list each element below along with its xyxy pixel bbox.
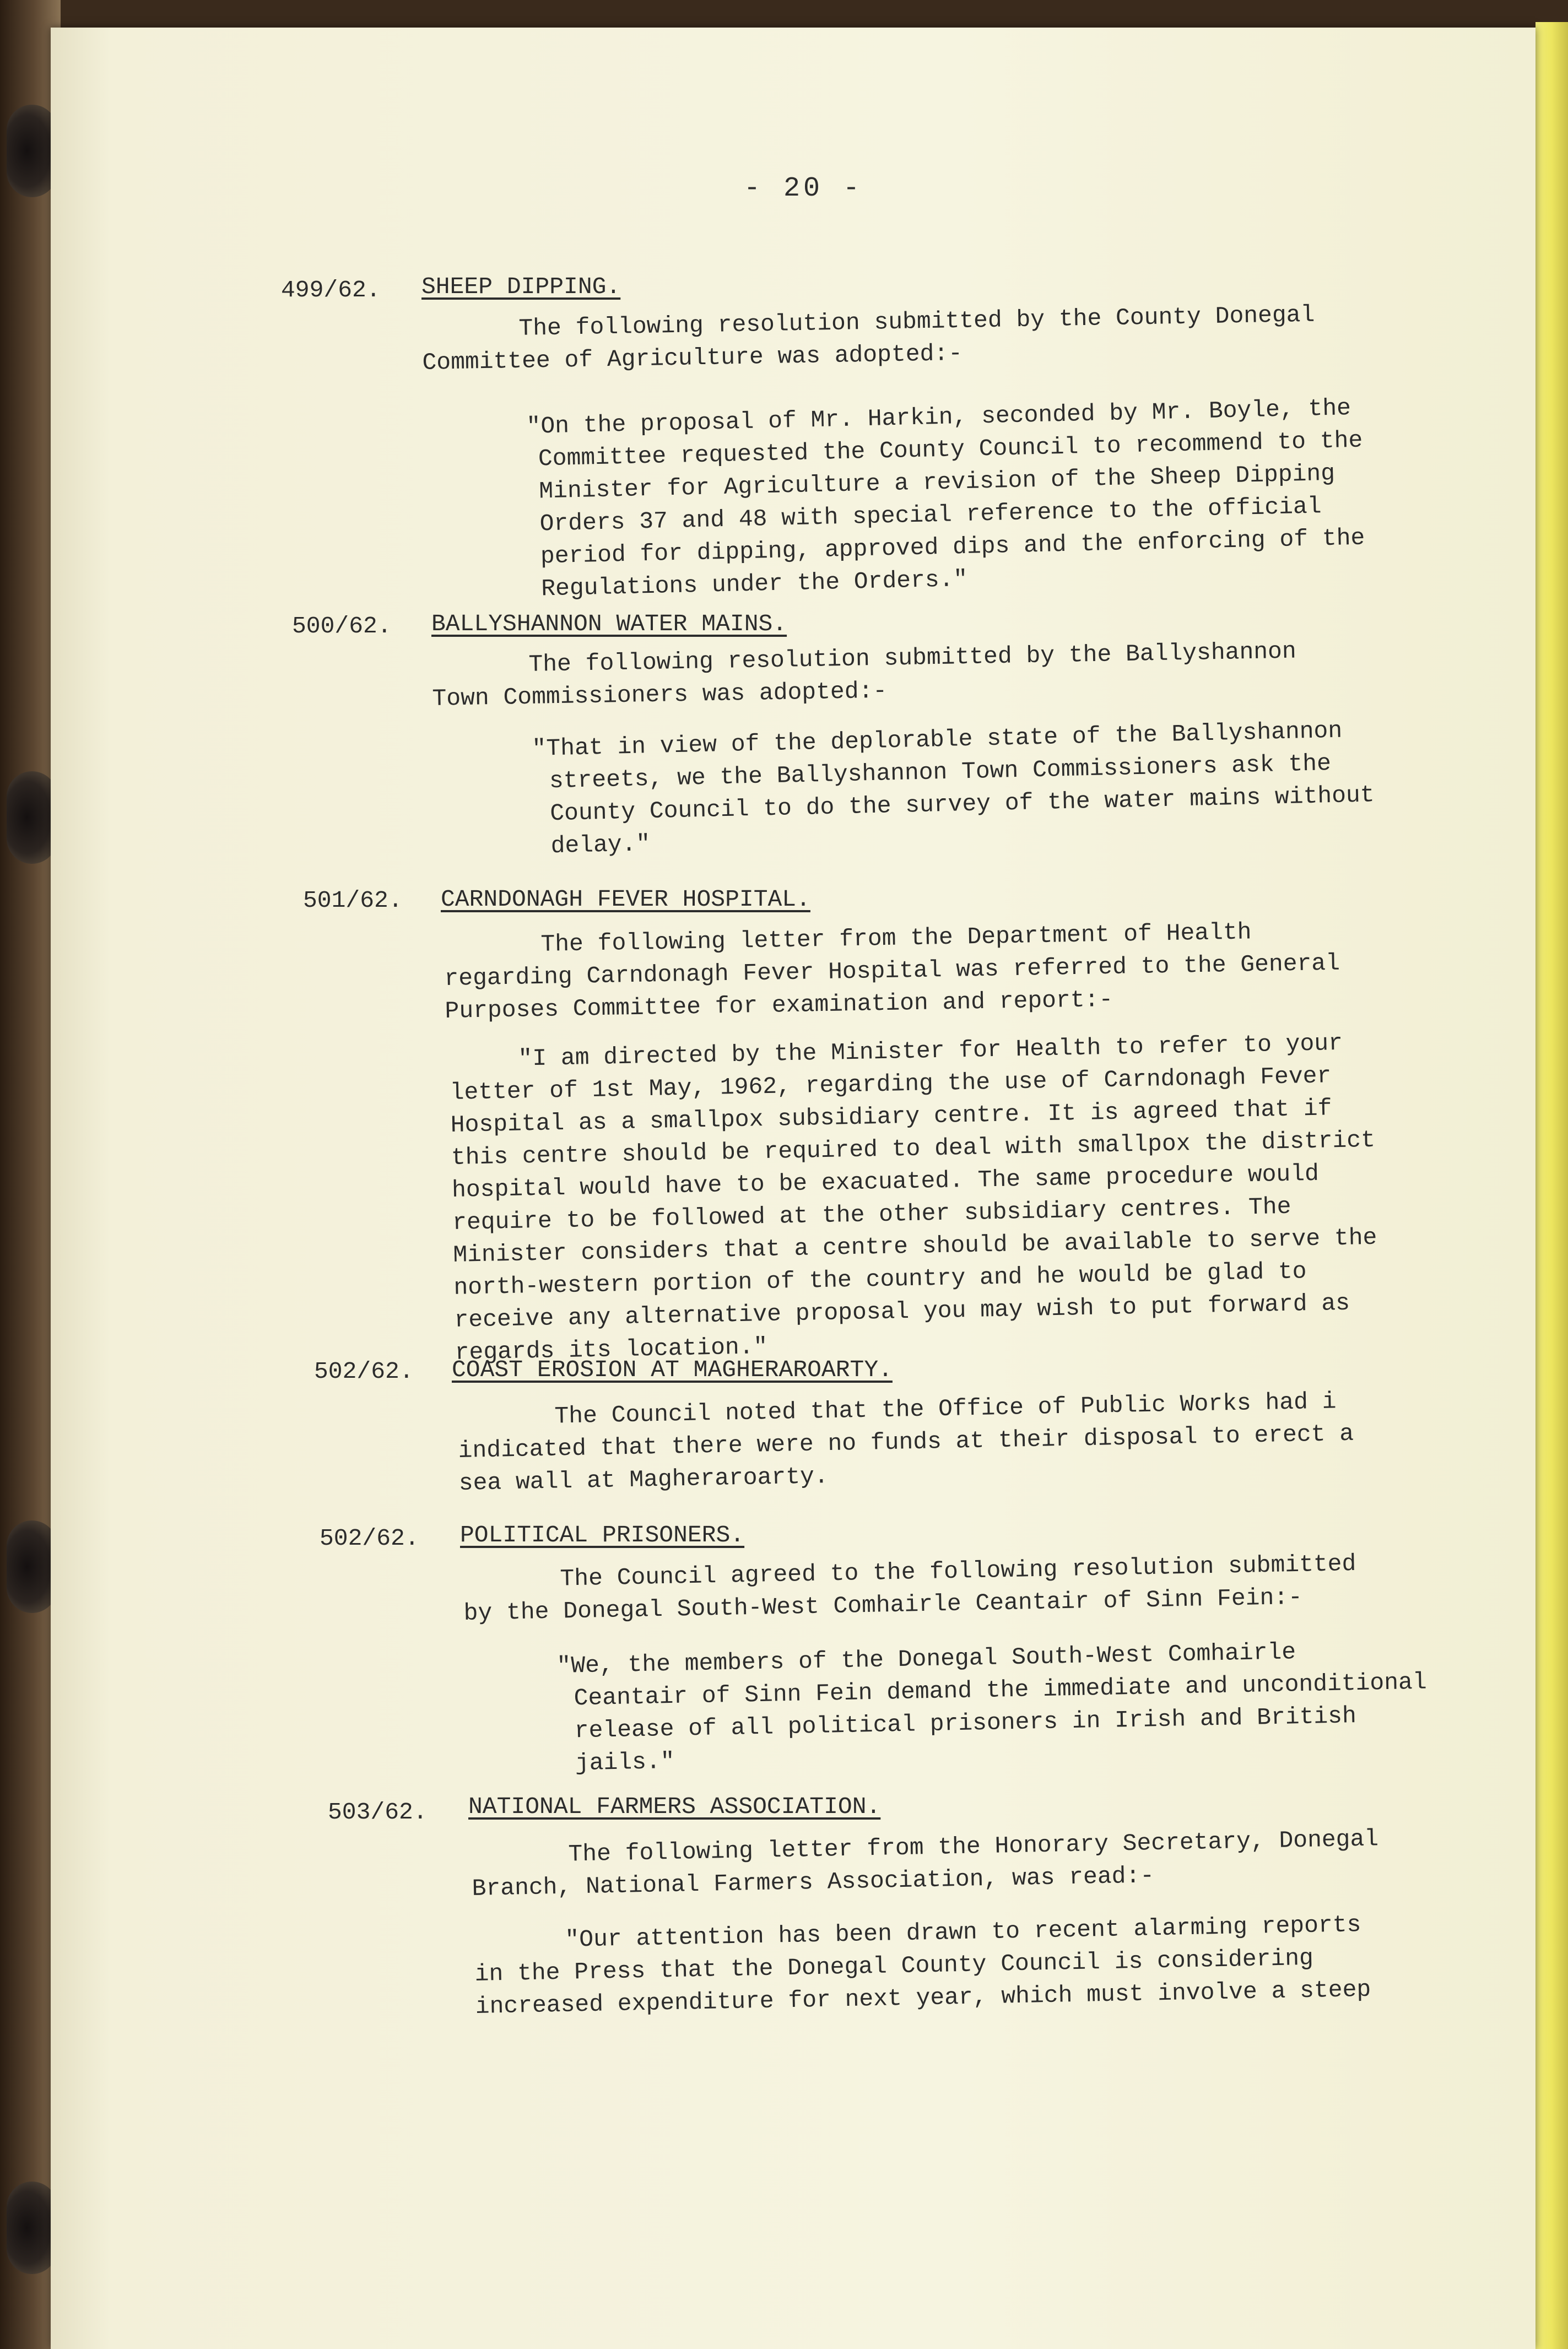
minute-quote: "On the proposal of Mr. Harkin, seconded by Mr. Boyle, the Committee requested the County Council to recommend to the Minister for Agriculture a revision of the Sheep Dipping Orders 37 and 48 with special reference to the official period for dipping, approved dips and the enforcing of the Regulations under the Orders." (526, 394, 1365, 603)
minute-heading: BALLYSHANNON WATER MAINS. (431, 610, 787, 637)
minute-heading: SHEEP DIPPING. (421, 273, 621, 300)
minute-number: 501/62. (303, 887, 403, 914)
minute-heading: COAST EROSION AT MAGHERAROARTY. (452, 1356, 893, 1383)
minute-intro: The following letter from the Department of Health regarding Carndonagh Fever Hospital was referred to the General Purposes Committee for examination and report:- (444, 918, 1340, 1025)
minute-heading: NATIONAL FARMERS ASSOCIATION. (468, 1793, 881, 1820)
minute-number: 503/62. (328, 1799, 428, 1826)
minute-intro: The following resolution submitted by the Ballyshannon Town Commissioners was adopted:- (432, 637, 1297, 712)
minute-intro: The following letter from the Honorary Secretary, Donegal Branch, National Farmers Association, was read:- (472, 1825, 1379, 1902)
page-number: - 20 - (744, 173, 863, 204)
minute-quote: "Our attention has been drawn to recent alarming reports in the Press that the Donegal County Council is considering increased expenditure for next year, which must involve a steep (474, 1911, 1371, 2020)
minute-intro: The Council agreed to the following resolution submitted by the Donegal South-West Comhairle Ceantair of Sinn Fein:- (463, 1550, 1356, 1627)
minute-number: 502/62. (314, 1358, 414, 1385)
minute-heading: CARNDONAGH FEVER HOSPITAL. (441, 886, 810, 913)
minute-intro: The Council noted that the Office of Public Works had i indicated that there were no funds at their disposal to erect a sea wall at Magheraroarty. (458, 1388, 1354, 1497)
minute-intro: The following resolution submitted by the County Donegal Committee of Agriculture was adopted:- (422, 301, 1315, 376)
minute-number: 500/62. (292, 613, 392, 640)
minute-heading: POLITICAL PRISONERS. (460, 1522, 745, 1549)
minute-quote: "I am directed by the Minister for Health to refer to your letter of 1st May, 1962, regarding the use of Carndonagh Fever Hospital as a smallpox subsidiary centre. It is agreed that if this centre should be required to deal with smallpox the district hospital would have to be exacuated. The same procedure would require to be followed at the other subsidiary centres. The Minister considers that a centre should be available to serve the north-western portion of the country and he would be glad to receive any alternative proposal you may wish to put forward as regards its location." (450, 1029, 1377, 1366)
minute-quote: "We, the members of the Donegal South-West Comhairle Ceantair of Sinn Fein demand the immediate and unconditional release of all political prisoners in Irish and British jails." (556, 1638, 1428, 1777)
minute-number: 502/62. (320, 1525, 419, 1552)
minute-quote: "That in view of the deplorable state of the Ballyshannon streets, we the Ballyshannon Town Commissioners ask the County Council to do the survey of the water mains without delay." (532, 717, 1375, 860)
minute-number: 499/62. (281, 277, 381, 304)
